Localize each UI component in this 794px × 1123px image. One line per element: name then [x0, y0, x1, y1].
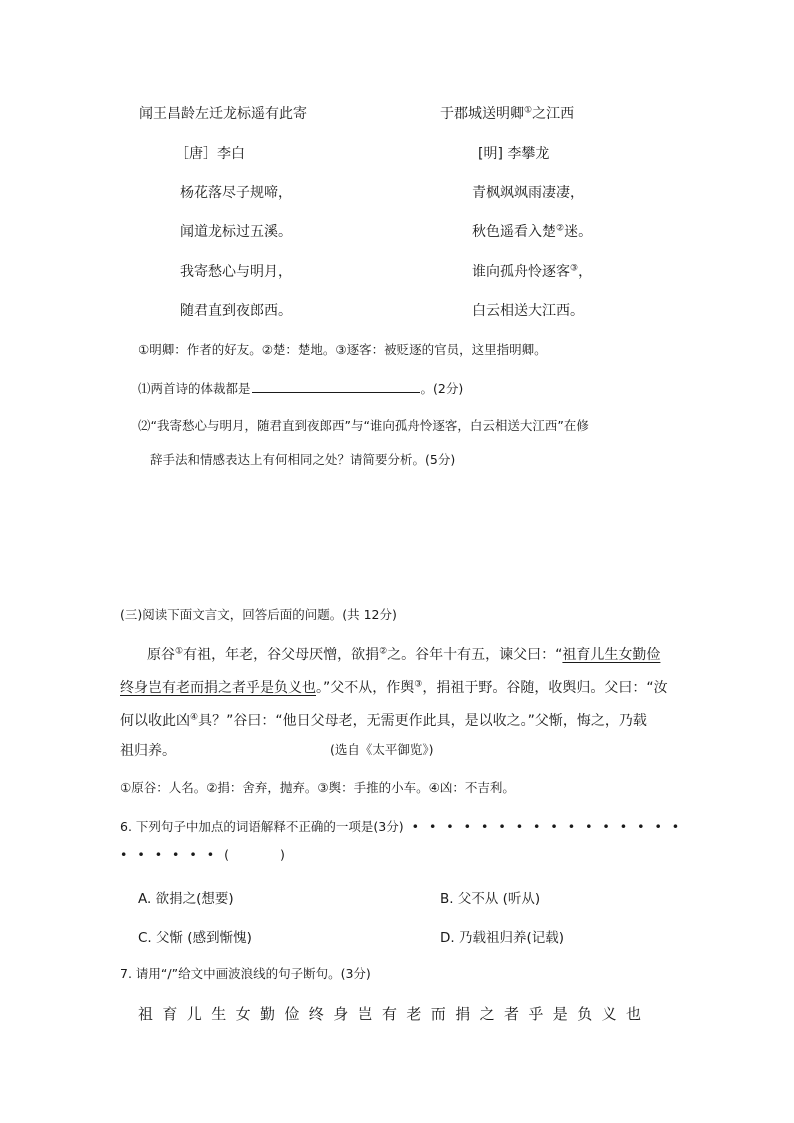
poem2-line-2: 秋色遥看入楚②迷。: [472, 223, 593, 240]
footnote-marker: ②: [379, 646, 388, 657]
section-3-heading: (三)阅读下面文言文，回答后面的问题。(共 12分): [120, 607, 397, 622]
question-6-continued: • • • • • • ( ): [120, 847, 285, 862]
poem1-title: 闻王昌龄左迁龙标遥有此寄: [139, 106, 307, 122]
question-7: 7. 请用“/”给文中画波浪线的句子断句。(3分): [120, 966, 371, 981]
footnote-marker: ④: [190, 712, 199, 723]
poem-notes: ①明卿：作者的好友。②楚：楚地。③逐客：被贬逐的官员，这里指明卿。: [138, 342, 547, 357]
passage-line-4: 祖归养。: [120, 743, 176, 759]
poem2-author: [明] 李攀龙: [478, 146, 550, 162]
question-2-line-1: ⑵“我寄愁心与明月，随君直到夜郎西”与“谁向孤舟怜逐客，白云相送大江西”在修: [138, 418, 589, 433]
wavy-underlined-text: 祖育儿生女勤俭: [562, 647, 661, 663]
option-c: C. 父惭 (感到惭愧): [138, 930, 252, 946]
option-a: A. 欲捐之(想要): [138, 891, 234, 907]
poem1-line-1: 杨花落尽子规啼，: [180, 185, 292, 201]
dot-leader: • • • • • • • • • • • • • • • •: [411, 819, 683, 834]
answer-blank[interactable]: [252, 378, 420, 393]
dot-leader: • • • • • • (: [120, 847, 232, 862]
footnote-marker: ③: [570, 263, 579, 274]
poem1-line-4: 随君直到夜郎西。: [180, 303, 292, 319]
passage-notes: ①原谷：人名。②捐：舍弃，抛弃。③舆：手推的小车。④凶：不吉利。: [120, 780, 515, 795]
poem1-author: ［唐］李白: [175, 146, 245, 162]
question-6: 6. 下列句子中加点的词语解释不正确的一项是(3分) • • • • • • • • • • • • • • • •: [120, 819, 683, 834]
poem2-line-1: 青枫飒飒雨凄凄，: [472, 185, 584, 201]
footnote-marker: ①: [175, 646, 184, 657]
passage-line-2: 终身岂有老而捐之者乎是负义也。”父不从，作舆③，捐祖于野。谷随，收舆归。父曰：“汝: [120, 679, 668, 696]
footnote-marker: ②: [556, 223, 565, 234]
passage-line-1: 原谷①有祖，年老，谷父母厌憎，欲捐②之。谷年十有五，谏父曰：“祖育儿生女勤俭: [147, 646, 661, 663]
poem1-line-3: 我寄愁心与明月，: [180, 264, 292, 280]
option-b: B. 父不从 (听从): [440, 891, 541, 907]
option-d: D. 乃载祖归养(记载): [440, 930, 565, 946]
passage-source: (选自《太平御览》): [330, 742, 434, 757]
question-2-line-2: 辞手法和情感表达上有何相同之处？请简要分析。(5分): [150, 452, 456, 467]
question-7-sentence: 祖育儿生女勤俭终身岂有老而捐之者乎是负义也: [138, 1005, 651, 1023]
footnote-marker: ③: [414, 679, 423, 690]
poem2-title: 于郡城送明卿①之江西: [440, 105, 575, 122]
passage-line-3: 何以收此凶④具？”谷曰：“他日父母老，无需更作此具，是以收之。”父惭，悔之，乃载: [120, 712, 647, 729]
poem2-line-3: 谁向孤舟怜逐客③，: [472, 263, 593, 280]
poem1-line-2: 闻道龙标过五溪。: [180, 224, 292, 240]
poem2-line-4: 白云相送大江西。: [472, 303, 584, 319]
footnote-marker: ①: [524, 105, 533, 116]
question-1: ⑴两首诗的体裁都是 。(2分): [138, 378, 463, 397]
wavy-underlined-text: 终身岂有老而捐之者乎是负义也: [120, 680, 316, 696]
